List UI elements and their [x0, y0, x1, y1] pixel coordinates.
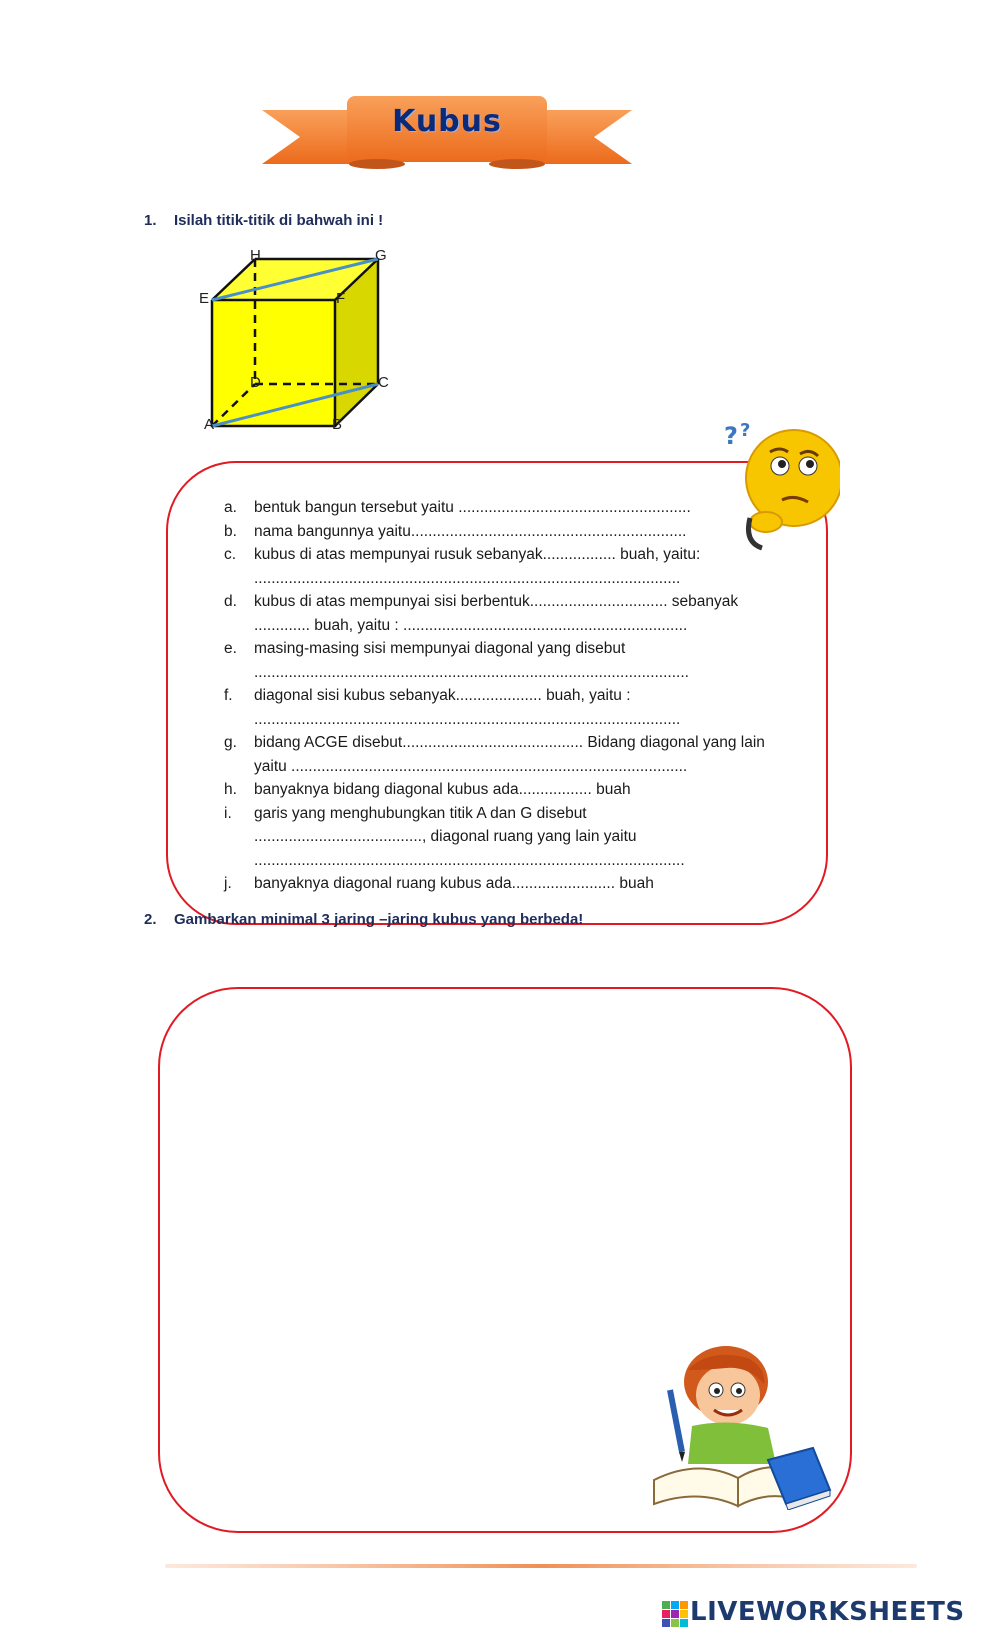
item-text-line[interactable]: diagonal sisi kubus sebanyak.................... buah, yaitu : [254, 687, 631, 704]
svg-text:?: ? [724, 422, 738, 450]
item-text-line[interactable]: ................................................................................................... [254, 569, 681, 587]
item-letter: e. [224, 640, 237, 657]
item-letter: c. [224, 546, 237, 563]
vertex-label-d: D [250, 374, 261, 391]
item-letter: f. [224, 687, 233, 704]
item-text-line[interactable]: ......................................., diagonal ruang yang lain yaitu [254, 828, 637, 845]
question-2-text: Gambarkan minimal 3 jaring –jaring kubus yang berbeda! [174, 911, 584, 928]
item-letter: a. [224, 499, 237, 516]
vertex-label-a: A [204, 416, 215, 433]
page-title: Kubus [392, 104, 502, 139]
cube-diagram [195, 250, 405, 450]
question-item [224, 496, 824, 520]
liveworksheets-logo-icon [662, 1601, 688, 1627]
item-text-line[interactable]: garis yang menghubungkan titik A dan G disebut [254, 804, 587, 822]
vertex-label-g: G [375, 247, 387, 264]
item-letter: d. [224, 593, 237, 610]
footer-divider [165, 1563, 917, 1569]
item-text-line[interactable]: ................................................................................................... [254, 710, 681, 728]
question-item [224, 684, 824, 731]
boy-reading-illustration [648, 1340, 833, 1510]
vertex-label-c: C [378, 374, 389, 391]
item-text-line[interactable]: bentuk bangun tersebut yaitu ...................................................... [254, 499, 691, 516]
brand-wordmark: LIVEWORKSHEETS [690, 1597, 965, 1627]
question-1-number: 1. [144, 212, 157, 229]
item-letter: h. [224, 781, 237, 798]
vertex-label-b: B [332, 416, 343, 433]
question-2-number: 2. [144, 911, 157, 928]
item-text-line[interactable]: kubus di atas mempunyai sisi berbentuk................................ sebanyak [254, 593, 739, 610]
vertex-label-f: F [336, 290, 346, 307]
item-text-line[interactable]: bidang ACGE disebut.......................................... Bidang diagonal yang lain [254, 734, 765, 751]
question-item [224, 590, 824, 637]
question-item [224, 731, 824, 778]
question-2-heading [144, 911, 583, 928]
item-text-line[interactable]: .................................................................................................... [254, 851, 685, 869]
question-item [224, 520, 824, 544]
item-text-line[interactable]: ............. buah, yaitu : .................................................................. [254, 616, 688, 634]
svg-text:?: ? [740, 422, 751, 441]
question-1-text: Isilah titik-titik di bahwah ini ! [174, 212, 384, 229]
question-item [224, 872, 824, 896]
question-item [224, 802, 824, 873]
item-letter: b. [224, 522, 237, 540]
question-item [224, 637, 824, 684]
question-item [224, 778, 824, 802]
item-letter: j. [224, 875, 232, 892]
item-text-line[interactable]: nama bangunnya yaitu................................................................ [254, 522, 687, 540]
question-1-heading [144, 212, 383, 229]
item-letter: i. [224, 804, 232, 822]
vertex-label-e: E [199, 290, 210, 307]
item-text-line[interactable]: kubus di atas mempunyai rusuk sebanyak................. buah, yaitu: [254, 546, 701, 563]
item-text-line[interactable]: yaitu ............................................................................................ [254, 757, 688, 775]
vertex-label-h: H [250, 247, 261, 264]
item-text-line[interactable]: banyaknya bidang diagonal kubus ada................. buah [254, 781, 631, 798]
item-text-line[interactable]: ..................................................................................................... [254, 663, 689, 681]
item-text-line[interactable]: masing-masing sisi mempunyai diagonal yang disebut [254, 640, 626, 657]
question-item [224, 543, 824, 590]
item-text-line[interactable]: banyaknya diagonal ruang kubus ada........................ buah [254, 875, 654, 892]
item-letter: g. [224, 734, 237, 751]
